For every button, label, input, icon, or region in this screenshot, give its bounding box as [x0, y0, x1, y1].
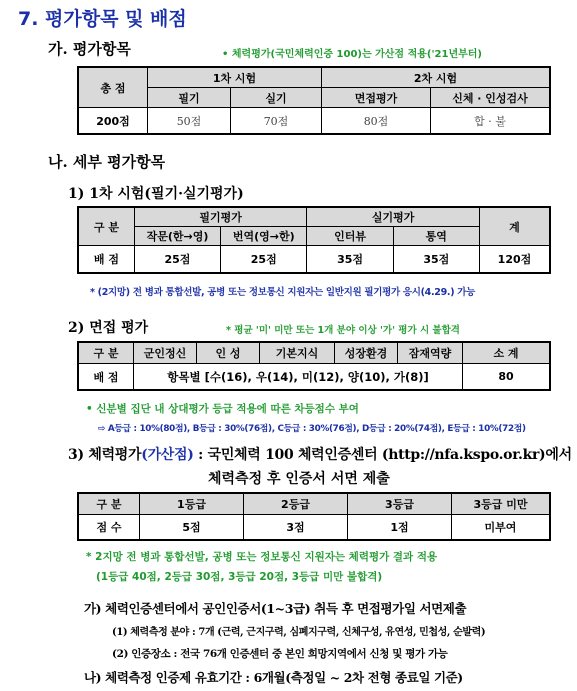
interpretation-score: 35점 [393, 246, 479, 273]
total-score-header: 총 점 [79, 68, 148, 108]
composition-score: 25점 [134, 246, 220, 273]
physical-check-header: 신체 · 인성검사 [431, 88, 550, 108]
written-score-value: 50점 [148, 108, 231, 134]
fitness-note-line2: (1등급 40점, 2등급 30점, 3등급 20점, 3등급 미만 불합격) [96, 571, 383, 583]
sub-na-heading: 나) 체력측정 인증제 유효기간 : 6개월(측정일 ~ 2차 전형 종료일 기준) [84, 670, 463, 685]
fitness-table [78, 493, 550, 540]
item2-note: * 평균 '미' 미만 또는 1개 분야 이상 '가' 평가 시 불합격 [226, 325, 460, 336]
practical-eval-header: 실기평가 [307, 208, 480, 227]
interview-gubun-header: 구 분 [79, 343, 134, 364]
section-a-note: • 체력평가(국민체력인증 100)는 가산점 적용('21년부터) [222, 49, 482, 60]
sub-ga-item2: (2) 인증장소 : 전국 76개 인증센터 중 본인 희망지역에서 신청 및 평가 가능 [112, 648, 448, 660]
section-b-heading: 나. 세부 평가항목 [48, 153, 166, 171]
below-grade3-points: 미부여 [452, 515, 550, 540]
points-row-label: 점 수 [79, 515, 140, 540]
item3-heading-prefix: 3) 체력평가 [68, 447, 142, 463]
bonus-tag: (가산점) [141, 447, 194, 463]
item3-heading [68, 444, 572, 464]
first-exam-table [78, 207, 550, 273]
interview-row-label: 배 점 [79, 364, 134, 390]
practical-header: 실기 [231, 88, 322, 108]
item1-heading: 1) 1차 시험(필기·실기평가) [68, 186, 244, 202]
interview-sub-score: 35점 [307, 246, 393, 273]
subtotal-header: 소 계 [463, 343, 550, 364]
interview-header: 면접평가 [322, 88, 431, 108]
translation-score: 25점 [221, 246, 307, 273]
physical-check-value: 합 · 불 [431, 108, 550, 134]
grade1-points: 5점 [140, 515, 244, 540]
first-exam-header: 1차 시험 [148, 68, 322, 88]
sum-header: 계 [479, 208, 549, 246]
grade1-header: 1등급 [140, 494, 244, 515]
evaluation-items-table [78, 67, 550, 134]
score-row-label: 배 점 [79, 246, 135, 273]
page-title: 7. 평가항목 및 배점 [18, 8, 187, 30]
sub-ga-item1: (1) 체력측정 분야 : 7개 (근력, 근지구력, 심폐지구력, 신체구성, 유연성, 민첩성, 순발력) [112, 627, 486, 638]
section-a-heading: 가. 평가항목 [48, 40, 131, 58]
grade-distribution-note: ⇨ A등급 : 10%(80점), B등급 : 30%(76점), C등급 : 30%(76점), D등급 : 20%(74점), E등급 : 10%(72점) [98, 424, 526, 434]
item2-heading: 2) 면접 평가 [68, 320, 149, 336]
interview-subtotal: 80 [463, 364, 550, 390]
fitness-note-line1: * 2지망 전 병과 통합선발, 공병 또는 정보통신 지원자는 체력평가 결과 적용 [86, 551, 438, 563]
item3-heading-rest: : 국민체력 100 체력인증센터 (http://nfa.kspo.or.kr)에서 [193, 447, 572, 463]
written-eval-header: 필기평가 [134, 208, 307, 227]
sum-score: 120점 [479, 246, 549, 273]
interview-score-value: 80점 [322, 108, 431, 134]
grade2-points: 3점 [244, 515, 348, 540]
relative-grade-note: • 신분별 집단 내 상대평가 등급 적용에 따른 차등점수 부여 [86, 403, 359, 415]
interpretation-header: 통역 [393, 227, 479, 246]
practical-score-value: 70점 [231, 108, 322, 134]
gubun-header: 구 분 [79, 208, 135, 246]
military-spirit-header: 군인정신 [134, 343, 197, 364]
total-score-value: 200점 [79, 108, 148, 134]
personality-header: 인 성 [197, 343, 260, 364]
grade3-points: 1점 [348, 515, 452, 540]
item1-note: * (2지망) 전 병과 통합선발, 공병 또는 정보통신 지원자는 일반지원 필기평가 응시(4.29.) 가능 [90, 287, 476, 298]
potential-header: 잠재역량 [398, 343, 463, 364]
interview-sub-header: 인터뷰 [307, 227, 393, 246]
second-exam-header: 2차 시험 [322, 68, 550, 88]
fitness-gubun-header: 구 분 [79, 494, 140, 515]
written-header: 필기 [148, 88, 231, 108]
interview-grade-detail: 항목별 [수(16), 우(14), 미(12), 양(10), 가(8)] [134, 364, 463, 390]
below-grade3-header: 3등급 미만 [452, 494, 550, 515]
item3-heading-line2: 체력측정 후 인증서 서면 제출 [208, 471, 390, 487]
background-header: 성장환경 [335, 343, 398, 364]
sub-ga-heading: 가) 체력인증센터에서 공인인증서(1~3급) 취득 후 면접평가일 서면제출 [84, 601, 467, 616]
composition-header: 작문(한→영) [134, 227, 220, 246]
grade2-header: 2등급 [244, 494, 348, 515]
interview-table [78, 342, 550, 390]
basic-knowledge-header: 기본지식 [260, 343, 335, 364]
grade3-header: 3등급 [348, 494, 452, 515]
translation-header: 번역(영→한) [221, 227, 307, 246]
